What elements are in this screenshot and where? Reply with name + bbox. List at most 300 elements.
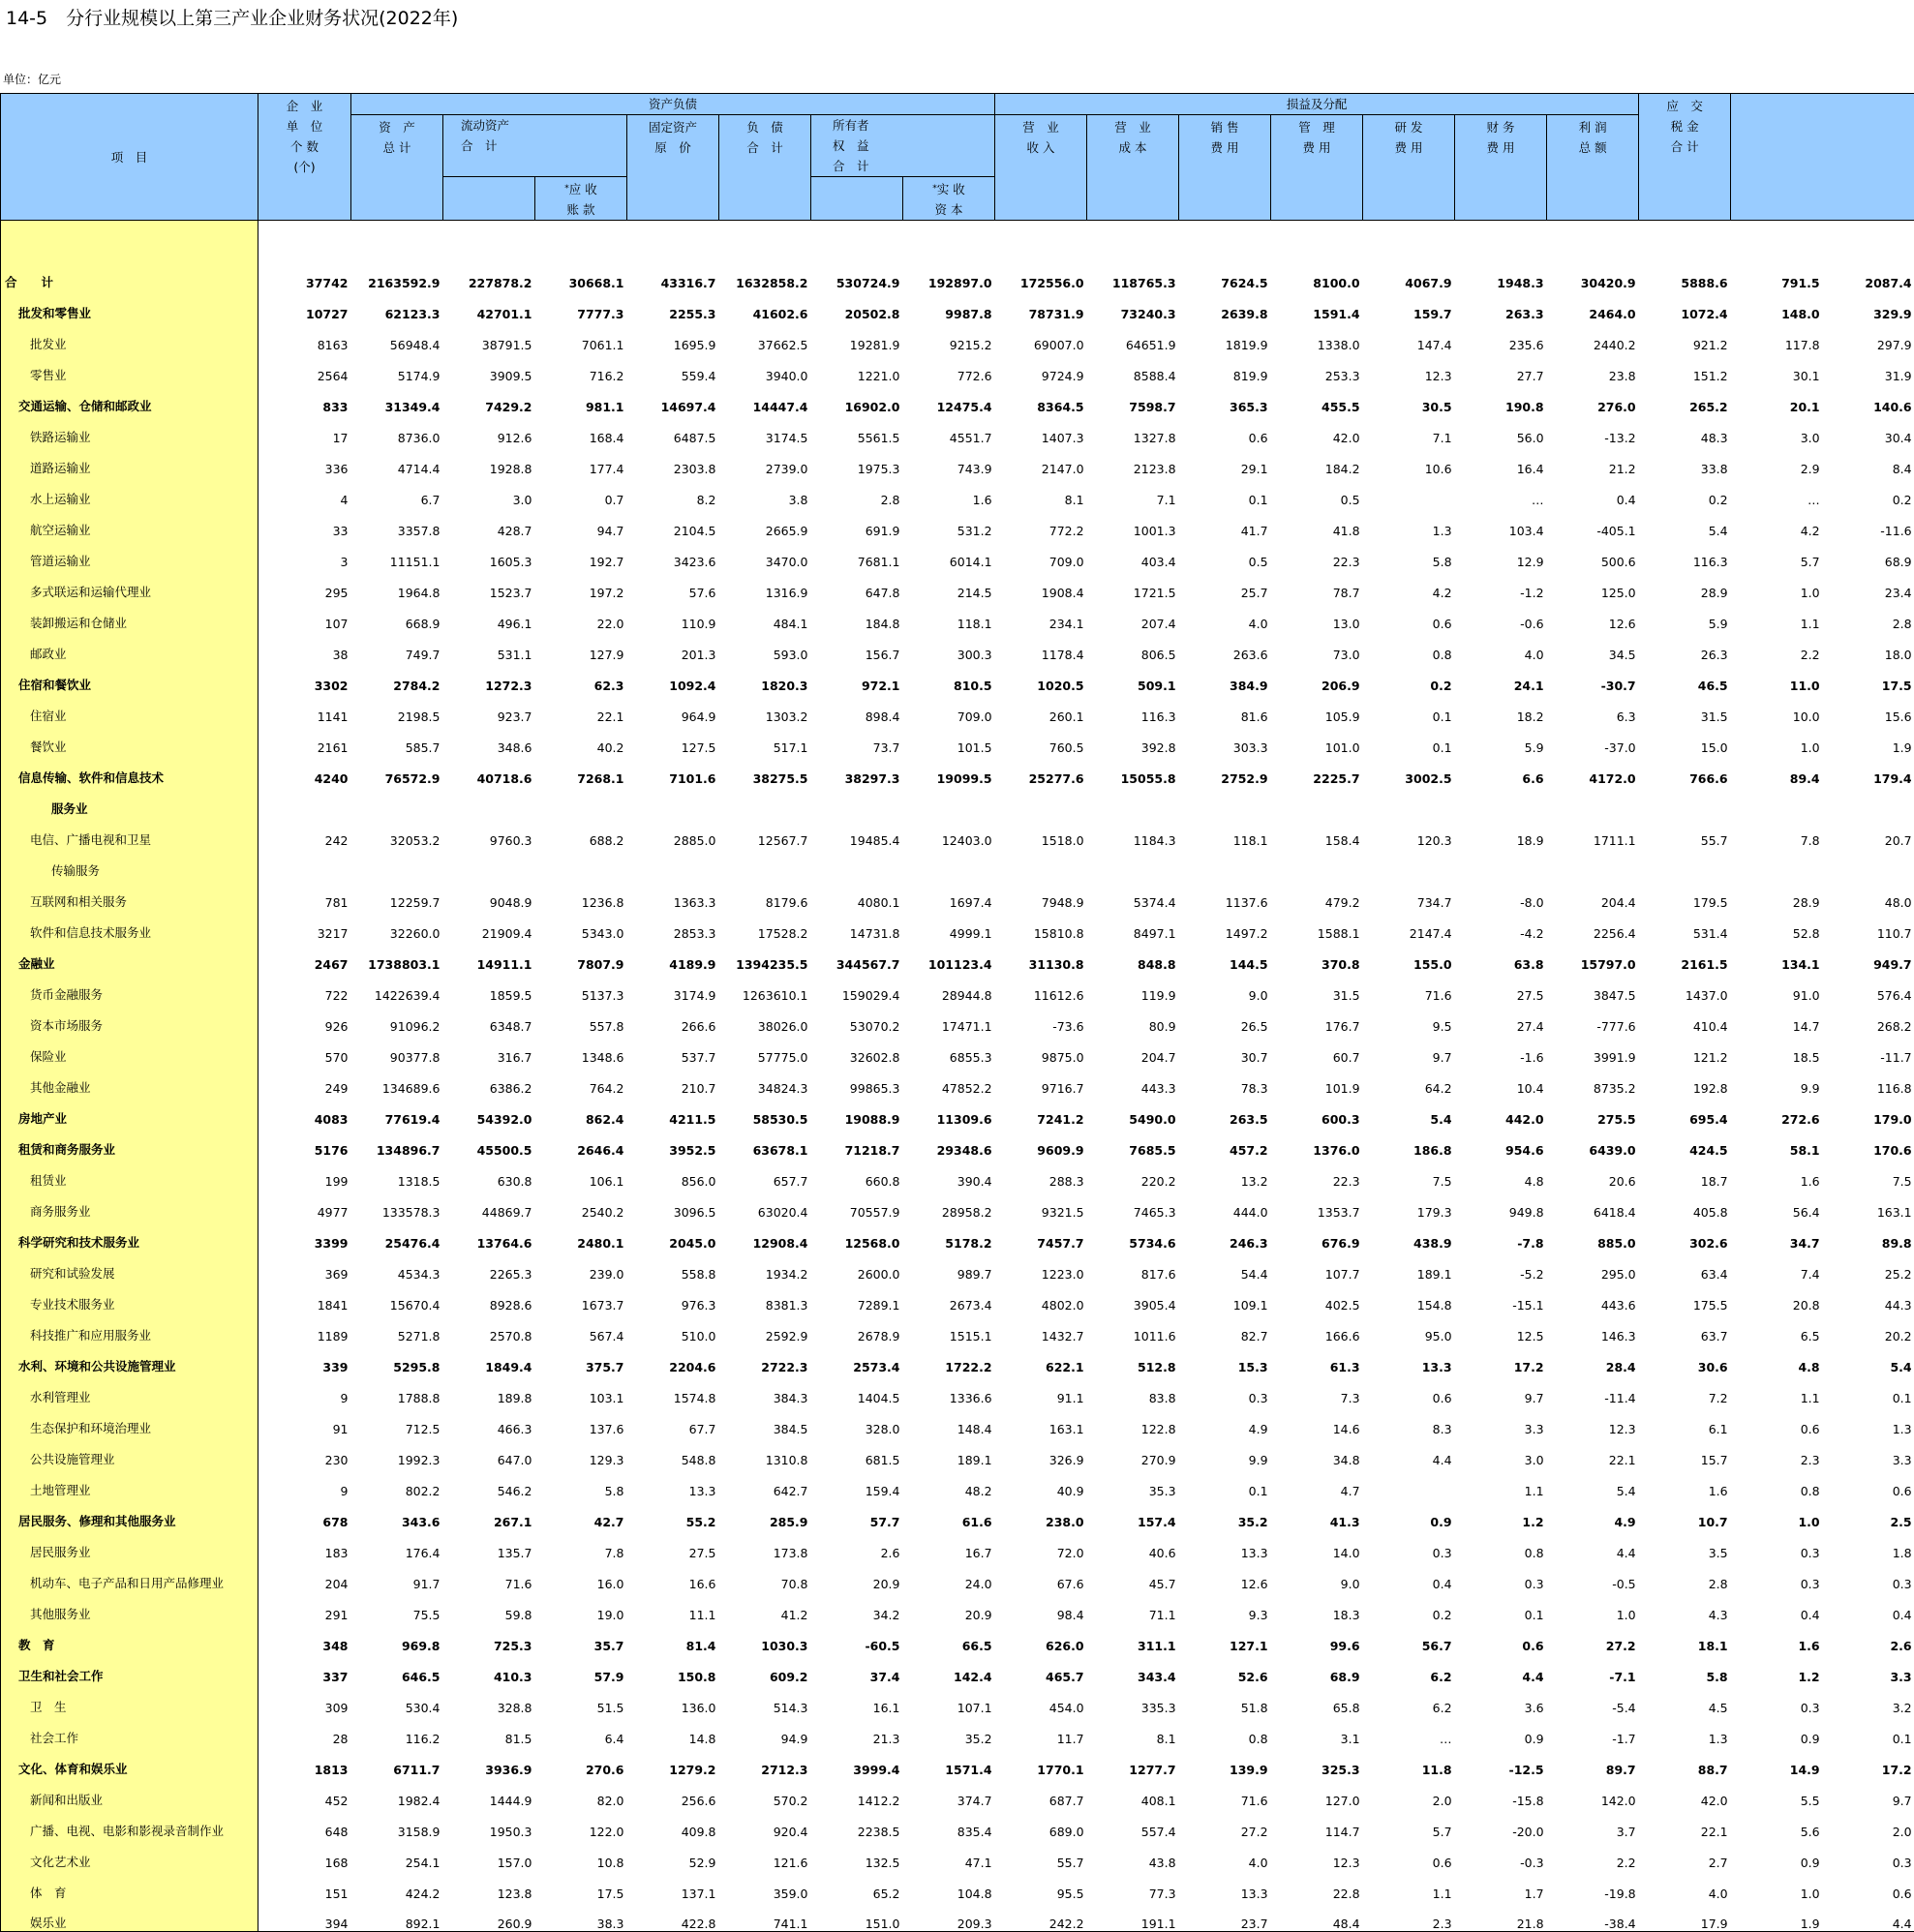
table-cell: 1363.3 bbox=[627, 879, 719, 910]
row-label: 其他金融业 bbox=[1, 1065, 258, 1096]
table-cell: 5.8 bbox=[1639, 1653, 1731, 1684]
table-cell: 263.5 bbox=[1179, 1096, 1271, 1127]
table-cell: 4.4 bbox=[1547, 1529, 1639, 1560]
table-cell: 204.7 bbox=[1087, 1034, 1179, 1065]
table-cell: 184.8 bbox=[811, 600, 903, 631]
table-cell: 175.5 bbox=[1639, 1282, 1731, 1313]
table-cell: 12259.7 bbox=[351, 879, 443, 910]
table-cell: 190.8 bbox=[1455, 383, 1547, 414]
table-cell: 34.2 bbox=[811, 1591, 903, 1622]
table-cell: 4.9 bbox=[1179, 1405, 1271, 1436]
table-cell: 1.0 bbox=[1731, 1498, 1823, 1529]
table-cell: 5.4 bbox=[1363, 1096, 1455, 1127]
table-cell: 6418.4 bbox=[1547, 1189, 1639, 1220]
finance-table bbox=[0, 93, 1914, 1932]
table-cell: 8381.3 bbox=[719, 1282, 811, 1313]
table-cell: 2147.4 bbox=[1363, 910, 1455, 941]
table-cell: 0.6 bbox=[1179, 414, 1271, 445]
table-cell: 9048.9 bbox=[443, 879, 535, 910]
table-cell: 57.6 bbox=[627, 569, 719, 600]
table-cell: 55.7 bbox=[1639, 817, 1731, 848]
table-cell: 2.8 bbox=[811, 476, 903, 507]
table-cell: 1819.9 bbox=[1179, 321, 1271, 352]
table-cell: 2564 bbox=[258, 352, 351, 383]
table-cell: 1934.2 bbox=[719, 1251, 811, 1282]
table-cell: 52.8 bbox=[1731, 910, 1823, 941]
table-cell: 107.1 bbox=[903, 1684, 995, 1715]
header-receivables: *应 收 账 款 bbox=[535, 177, 627, 221]
row-label: 信息传输、软件和信息技术 bbox=[1, 755, 258, 786]
table-cell: 2480.1 bbox=[535, 1220, 627, 1251]
table-cell: 151.0 bbox=[811, 1901, 903, 1932]
table-cell: 3952.5 bbox=[627, 1127, 719, 1158]
table-cell: 4999.1 bbox=[903, 910, 995, 941]
table-cell: 31.9 bbox=[1823, 352, 1914, 383]
table-cell: 4083 bbox=[258, 1096, 351, 1127]
table-cell: 29.1 bbox=[1179, 445, 1271, 476]
table-cell: 452 bbox=[258, 1777, 351, 1808]
table-cell: 62.3 bbox=[535, 662, 627, 693]
table-cell: 61.3 bbox=[1271, 1343, 1363, 1374]
table-cell: 3423.6 bbox=[627, 538, 719, 569]
table-cell: 60.7 bbox=[1271, 1034, 1363, 1065]
row-label: 卫 生 bbox=[1, 1684, 258, 1715]
table-cell: 7598.7 bbox=[1087, 383, 1179, 414]
table-cell: 4977 bbox=[258, 1189, 351, 1220]
table-cell: 4.4 bbox=[1455, 1653, 1547, 1684]
table-row bbox=[1, 383, 1914, 414]
table-cell: 6.2 bbox=[1363, 1684, 1455, 1715]
table-cell: 1928.8 bbox=[443, 445, 535, 476]
table-cell: 16.1 bbox=[811, 1684, 903, 1715]
table-cell: 2712.3 bbox=[719, 1746, 811, 1777]
table-cell: 19.0 bbox=[535, 1591, 627, 1622]
table-cell: … bbox=[1363, 1715, 1455, 1746]
table-cell: 466.3 bbox=[443, 1405, 535, 1436]
table-cell: 13764.6 bbox=[443, 1220, 535, 1251]
table-cell: 1992.3 bbox=[351, 1436, 443, 1467]
table-cell: 5734.6 bbox=[1087, 1220, 1179, 1251]
row-label: 服务业 bbox=[1, 786, 258, 817]
table-cell: 15.7 bbox=[1639, 1436, 1731, 1467]
table-cell: 166.6 bbox=[1271, 1313, 1363, 1343]
table-cell: 531.2 bbox=[903, 507, 995, 538]
table-cell: 104.8 bbox=[903, 1870, 995, 1901]
table-row bbox=[1, 1622, 1914, 1653]
table-cell: 254.1 bbox=[351, 1839, 443, 1870]
table-cell: -5.2 bbox=[1455, 1251, 1547, 1282]
table-cell: 964.9 bbox=[627, 693, 719, 724]
table-cell bbox=[1455, 848, 1547, 879]
row-label: 餐饮业 bbox=[1, 724, 258, 755]
row-label: 社会工作 bbox=[1, 1715, 258, 1746]
table-cell: 48.0 bbox=[1823, 879, 1914, 910]
table-cell: 1722.2 bbox=[903, 1343, 995, 1374]
table-cell: 22.8 bbox=[1271, 1870, 1363, 1901]
table-cell: 55.7 bbox=[995, 1839, 1087, 1870]
table-cell: 1020.5 bbox=[995, 662, 1087, 693]
table-cell: 18.3 bbox=[1271, 1591, 1363, 1622]
table-cell: 13.0 bbox=[1271, 600, 1363, 631]
table-cell: 5.4 bbox=[1547, 1467, 1639, 1498]
table-cell: 741.1 bbox=[719, 1901, 811, 1932]
table-cell: 159.7 bbox=[1363, 290, 1455, 321]
table-cell bbox=[1731, 786, 1823, 817]
table-cell: 179.3 bbox=[1363, 1189, 1455, 1220]
table-cell: 71218.7 bbox=[811, 1127, 903, 1158]
table-cell: 20.9 bbox=[811, 1560, 903, 1591]
table-cell: 29348.6 bbox=[903, 1127, 995, 1158]
table-cell bbox=[1271, 786, 1363, 817]
table-cell: 0.4 bbox=[1363, 1560, 1455, 1591]
table-cell: 444.0 bbox=[1179, 1189, 1271, 1220]
table-cell: 972.1 bbox=[811, 662, 903, 693]
table-cell: 73.7 bbox=[811, 724, 903, 755]
table-cell: 585.7 bbox=[351, 724, 443, 755]
table-cell: 76572.9 bbox=[351, 755, 443, 786]
table-cell: 1849.4 bbox=[443, 1343, 535, 1374]
table-cell: 63678.1 bbox=[719, 1127, 811, 1158]
table-cell: 1.0 bbox=[1547, 1591, 1639, 1622]
row-label: 居民服务、修理和其他服务业 bbox=[1, 1498, 258, 1529]
table-cell: 328.0 bbox=[811, 1405, 903, 1436]
table-cell: 369 bbox=[258, 1251, 351, 1282]
table-cell: 1303.2 bbox=[719, 693, 811, 724]
table-cell: 42.0 bbox=[1639, 1777, 1731, 1808]
table-cell: 18.9 bbox=[1455, 817, 1547, 848]
table-cell: 2163592.9 bbox=[351, 259, 443, 290]
table-cell: 0.4 bbox=[1547, 476, 1639, 507]
table-cell: 558.8 bbox=[627, 1251, 719, 1282]
table-cell: 3940.0 bbox=[719, 352, 811, 383]
table-cell: 442.0 bbox=[1455, 1096, 1547, 1127]
table-cell: 91 bbox=[258, 1405, 351, 1436]
table-cell: 157.0 bbox=[443, 1839, 535, 1870]
table-cell: 4189.9 bbox=[627, 941, 719, 972]
table-cell: 443.6 bbox=[1547, 1282, 1639, 1313]
table-cell: 9.3 bbox=[1179, 1591, 1271, 1622]
table-row bbox=[1, 786, 1914, 817]
table-cell: 184.2 bbox=[1271, 445, 1363, 476]
table-cell: 27.7 bbox=[1455, 352, 1547, 383]
table-cell: 7429.2 bbox=[443, 383, 535, 414]
table-cell: 328.8 bbox=[443, 1684, 535, 1715]
table-cell: 557.4 bbox=[1087, 1808, 1179, 1839]
table-cell: 267.1 bbox=[443, 1498, 535, 1529]
table-cell: 13.2 bbox=[1179, 1158, 1271, 1189]
table-cell: 69007.0 bbox=[995, 321, 1087, 352]
table-cell: 4.8 bbox=[1731, 1343, 1823, 1374]
table-cell: 78731.9 bbox=[995, 290, 1087, 321]
table-cell: 3.2 bbox=[1823, 1684, 1914, 1715]
table-cell: 1.1 bbox=[1731, 1374, 1823, 1405]
table-cell: 17.9 bbox=[1639, 1901, 1731, 1932]
table-row bbox=[1, 1467, 1914, 1498]
table-cell: 7807.9 bbox=[535, 941, 627, 972]
table-cell: 405.8 bbox=[1639, 1189, 1731, 1220]
table-cell bbox=[443, 848, 535, 879]
table-cell: 52.9 bbox=[627, 1839, 719, 1870]
table-cell: 73240.3 bbox=[1087, 290, 1179, 321]
table-cell: 122.8 bbox=[1087, 1405, 1179, 1436]
table-cell: 110.7 bbox=[1823, 910, 1914, 941]
table-cell: 189.1 bbox=[1363, 1251, 1455, 1282]
table-cell: 266.6 bbox=[627, 1003, 719, 1034]
table-cell: 20.1 bbox=[1731, 383, 1823, 414]
table-cell: 3174.9 bbox=[627, 972, 719, 1003]
table-cell: 94.9 bbox=[719, 1715, 811, 1746]
table-cell: 43.8 bbox=[1087, 1839, 1179, 1870]
table-cell bbox=[535, 786, 627, 817]
table-cell: 1813 bbox=[258, 1746, 351, 1777]
table-cell: -1.2 bbox=[1455, 569, 1547, 600]
table-cell: 1.6 bbox=[1639, 1467, 1731, 1498]
header-gap-row bbox=[1, 221, 1914, 259]
row-label: 水利、环境和公共设施管理业 bbox=[1, 1343, 258, 1374]
table-cell: 107.7 bbox=[1271, 1251, 1363, 1282]
table-cell: 0.2 bbox=[1363, 662, 1455, 693]
table-cell: 6014.1 bbox=[903, 538, 995, 569]
table-cell: 41.8 bbox=[1271, 507, 1363, 538]
table-cell: 4 bbox=[258, 476, 351, 507]
table-cell: 5490.0 bbox=[1087, 1096, 1179, 1127]
table-cell: 14.9 bbox=[1731, 1746, 1823, 1777]
table-cell: 295.0 bbox=[1547, 1251, 1639, 1282]
table-cell: 75.5 bbox=[351, 1591, 443, 1622]
table-cell: 3991.9 bbox=[1547, 1034, 1639, 1065]
table-cell: -73.6 bbox=[995, 1003, 1087, 1034]
table-row bbox=[1, 1746, 1914, 1777]
table-cell: 10.4 bbox=[1455, 1065, 1547, 1096]
table-cell: 375.7 bbox=[535, 1343, 627, 1374]
table-cell: 7289.1 bbox=[811, 1282, 903, 1313]
table-cell: 272.6 bbox=[1731, 1096, 1823, 1127]
table-cell bbox=[995, 786, 1087, 817]
table-cell: 158.4 bbox=[1271, 817, 1363, 848]
table-cell: 7.5 bbox=[1363, 1158, 1455, 1189]
table-cell: 11309.6 bbox=[903, 1096, 995, 1127]
table-cell: 390.4 bbox=[903, 1158, 995, 1189]
table-cell: 38026.0 bbox=[719, 1003, 811, 1034]
table-cell: 89.7 bbox=[1547, 1746, 1639, 1777]
table-cell: 35.7 bbox=[535, 1622, 627, 1653]
row-label: 居民服务业 bbox=[1, 1529, 258, 1560]
table-cell: 817.6 bbox=[1087, 1251, 1179, 1282]
table-cell: 819.9 bbox=[1179, 352, 1271, 383]
table-cell: 83.8 bbox=[1087, 1374, 1179, 1405]
table-cell: 78.3 bbox=[1179, 1065, 1271, 1096]
header-sales-exp: 销 售 费 用 bbox=[1179, 115, 1271, 221]
table-cell: 676.9 bbox=[1271, 1220, 1363, 1251]
table-cell: 3357.8 bbox=[351, 507, 443, 538]
table-cell: 7465.3 bbox=[1087, 1189, 1179, 1220]
table-cell: 57.9 bbox=[535, 1653, 627, 1684]
table-cell: 38 bbox=[258, 631, 351, 662]
table-cell bbox=[627, 848, 719, 879]
table-cell: 8.2 bbox=[627, 476, 719, 507]
table-cell: 123.8 bbox=[443, 1870, 535, 1901]
table-cell: 2.8 bbox=[1823, 600, 1914, 631]
table-row bbox=[1, 259, 1914, 290]
table-row bbox=[1, 476, 1914, 507]
table-cell: 716.2 bbox=[535, 352, 627, 383]
table-cell: 17.2 bbox=[1455, 1343, 1547, 1374]
table-cell: 192.8 bbox=[1639, 1065, 1731, 1096]
table-cell: 626.0 bbox=[995, 1622, 1087, 1653]
header-blank-a bbox=[1731, 94, 1823, 221]
table-cell: 163.1 bbox=[1823, 1189, 1914, 1220]
table-cell bbox=[258, 848, 351, 879]
table-cell: 0.3 bbox=[1731, 1529, 1823, 1560]
table-cell: 326.9 bbox=[995, 1436, 1087, 1467]
table-cell: 4802.0 bbox=[995, 1282, 1087, 1313]
table-cell: 766.6 bbox=[1639, 755, 1731, 786]
table-cell: 9 bbox=[258, 1374, 351, 1405]
table-cell: 48.2 bbox=[903, 1467, 995, 1498]
row-label: 批发业 bbox=[1, 321, 258, 352]
table-cell: 1588.1 bbox=[1271, 910, 1363, 941]
table-cell: 465.7 bbox=[995, 1653, 1087, 1684]
table-cell: 31.5 bbox=[1639, 693, 1731, 724]
table-cell: 22.0 bbox=[535, 600, 627, 631]
table-cell: 557.8 bbox=[535, 1003, 627, 1034]
table-cell: 11.7 bbox=[995, 1715, 1087, 1746]
table-cell: 678 bbox=[258, 1498, 351, 1529]
table-cell: 9215.2 bbox=[903, 321, 995, 352]
table-cell: 3096.5 bbox=[627, 1189, 719, 1220]
table-cell: 16.4 bbox=[1455, 445, 1547, 476]
row-label: 软件和信息技术服务业 bbox=[1, 910, 258, 941]
table-cell: 1.2 bbox=[1731, 1653, 1823, 1684]
table-cell: 454.0 bbox=[995, 1684, 1087, 1715]
table-cell: 25476.4 bbox=[351, 1220, 443, 1251]
table-cell: 11612.6 bbox=[995, 972, 1087, 1003]
table-cell: 268.2 bbox=[1823, 1003, 1914, 1034]
table-cell: 600.3 bbox=[1271, 1096, 1363, 1127]
table-row bbox=[1, 1034, 1914, 1065]
row-label: 批发和零售业 bbox=[1, 290, 258, 321]
table-cell: 687.7 bbox=[995, 1777, 1087, 1808]
table-cell: 81.6 bbox=[1179, 693, 1271, 724]
table-cell: 2440.2 bbox=[1547, 321, 1639, 352]
table-cell: 73.0 bbox=[1271, 631, 1363, 662]
table-cell: 116.3 bbox=[1639, 538, 1731, 569]
table-cell: 33 bbox=[258, 507, 351, 538]
table-cell: 239.0 bbox=[535, 1251, 627, 1282]
table-cell: 5.4 bbox=[1823, 1343, 1914, 1374]
table-cell: 954.6 bbox=[1455, 1127, 1547, 1158]
table-row bbox=[1, 1839, 1914, 1870]
table-cell: -0.3 bbox=[1455, 1839, 1547, 1870]
table-cell: 101123.4 bbox=[903, 941, 995, 972]
table-cell: 2.0 bbox=[1823, 1808, 1914, 1839]
table-cell: 2.5 bbox=[1823, 1498, 1914, 1529]
table-cell: 7.1 bbox=[1363, 414, 1455, 445]
table-cell: 403.4 bbox=[1087, 538, 1179, 569]
table-cell: 12.6 bbox=[1547, 600, 1639, 631]
table-cell: 116.8 bbox=[1823, 1065, 1914, 1096]
table-cell: 1394235.5 bbox=[719, 941, 811, 972]
header-fixed-assets: 固定资产 原 价 bbox=[627, 115, 719, 221]
table-cell: 67.6 bbox=[995, 1560, 1087, 1591]
table-cell: 2467 bbox=[258, 941, 351, 972]
table-cell: 116.3 bbox=[1087, 693, 1179, 724]
table-cell: 30420.9 bbox=[1547, 259, 1639, 290]
table-cell: 1982.4 bbox=[351, 1777, 443, 1808]
table-cell: 10727 bbox=[258, 290, 351, 321]
table-cell: 16902.0 bbox=[811, 383, 903, 414]
table-cell: 6.4 bbox=[535, 1715, 627, 1746]
row-label: 卫生和社会工作 bbox=[1, 1653, 258, 1684]
table-cell: 567.4 bbox=[535, 1313, 627, 1343]
table-cell: 8100.0 bbox=[1271, 259, 1363, 290]
table-row bbox=[1, 724, 1914, 755]
table-cell: 20.9 bbox=[903, 1591, 995, 1622]
table-cell: 949.7 bbox=[1823, 941, 1914, 972]
table-cell: -60.5 bbox=[811, 1622, 903, 1653]
table-cell: 0.1 bbox=[1823, 1374, 1914, 1405]
table-cell: -405.1 bbox=[1547, 507, 1639, 538]
table-cell: 3.0 bbox=[443, 476, 535, 507]
table-cell: 1221.0 bbox=[811, 352, 903, 383]
table-cell: 58530.5 bbox=[719, 1096, 811, 1127]
table-cell: 28.4 bbox=[1547, 1343, 1639, 1374]
table-row bbox=[1, 1870, 1914, 1901]
table-cell: 593.0 bbox=[719, 631, 811, 662]
table-cell: 6.3 bbox=[1547, 693, 1639, 724]
header-cost: 营 业 成 本 bbox=[1087, 115, 1179, 221]
table-cell: 44.3 bbox=[1823, 1282, 1914, 1313]
table-cell: 297.9 bbox=[1823, 321, 1914, 352]
table-cell: 2.7 bbox=[1639, 1839, 1731, 1870]
table-cell: 1.6 bbox=[1731, 1622, 1823, 1653]
table-cell: 40718.6 bbox=[443, 755, 535, 786]
table-cell: 1137.6 bbox=[1179, 879, 1271, 910]
table-row bbox=[1, 1158, 1914, 1189]
row-label: 金融业 bbox=[1, 941, 258, 972]
table-cell: 3.3 bbox=[1823, 1436, 1914, 1467]
table-cell: 179.5 bbox=[1639, 879, 1731, 910]
table-cell: 1141 bbox=[258, 693, 351, 724]
row-label: 科学研究和技术服务业 bbox=[1, 1220, 258, 1251]
table-cell: 82.7 bbox=[1179, 1313, 1271, 1343]
table-cell: 30.4 bbox=[1823, 414, 1914, 445]
table-cell: 743.9 bbox=[903, 445, 995, 476]
table-cell: 2204.6 bbox=[627, 1343, 719, 1374]
table-cell: 2853.3 bbox=[627, 910, 719, 941]
table-row bbox=[1, 352, 1914, 383]
table-cell: 89.8 bbox=[1823, 1220, 1914, 1251]
row-label: 水利管理业 bbox=[1, 1374, 258, 1405]
table-cell: 127.0 bbox=[1271, 1777, 1363, 1808]
row-label: 租赁和商务服务业 bbox=[1, 1127, 258, 1158]
table-cell: 1318.5 bbox=[351, 1158, 443, 1189]
table-cell: 1184.3 bbox=[1087, 817, 1179, 848]
header-paid-in: *实 收 资 本 bbox=[903, 177, 995, 221]
table-cell bbox=[811, 848, 903, 879]
table-cell: 9760.3 bbox=[443, 817, 535, 848]
table-cell: -12.5 bbox=[1455, 1746, 1547, 1777]
table-cell: 438.9 bbox=[1363, 1220, 1455, 1251]
table-cell: 32260.0 bbox=[351, 910, 443, 941]
table-cell: 5.9 bbox=[1455, 724, 1547, 755]
table-cell: 47.1 bbox=[903, 1839, 995, 1870]
table-cell: 989.7 bbox=[903, 1251, 995, 1282]
table-cell: -37.0 bbox=[1547, 724, 1639, 755]
table-cell bbox=[1271, 848, 1363, 879]
table-cell: 4172.0 bbox=[1547, 755, 1639, 786]
table-cell: 408.1 bbox=[1087, 1777, 1179, 1808]
